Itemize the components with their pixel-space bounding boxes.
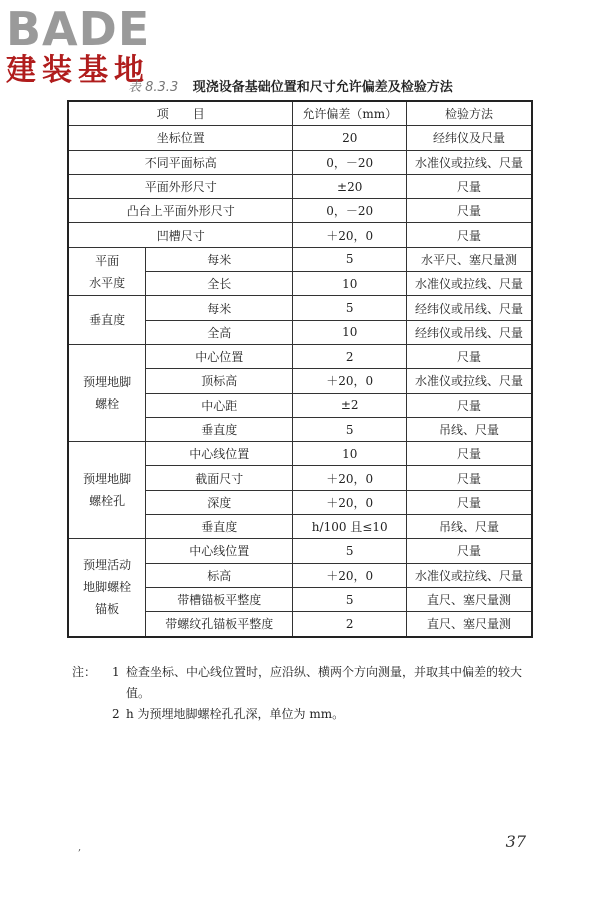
table-row [68, 539, 532, 563]
method-cell: 经纬仪及尺量 [407, 126, 532, 150]
table-row [68, 199, 532, 223]
item-cell: 顶标高 [146, 369, 293, 393]
table-caption [128, 76, 548, 95]
tolerance-cell: 5 [293, 247, 407, 271]
table-row [68, 126, 532, 150]
item-cell: 不同平面标高 [68, 150, 293, 174]
tolerance-cell: 2 [293, 612, 407, 637]
tolerance-cell: 20 [293, 126, 407, 150]
header-item: 项 目 [68, 101, 293, 126]
item-cell: 中心线位置 [146, 539, 293, 563]
tolerance-cell: ±20 [293, 174, 407, 198]
tolerance-cell: 5 [293, 587, 407, 611]
item-cell: 坐标位置 [68, 126, 293, 150]
table-row [68, 442, 532, 466]
item-cell: 中心位置 [146, 344, 293, 368]
method-cell: 吊线、尺量 [407, 417, 532, 441]
group-cell: 预埋活动 地脚螺栓 锚板 [68, 539, 146, 637]
item-cell: 中心线位置 [146, 442, 293, 466]
tolerance-cell: 10 [293, 442, 407, 466]
table-number: 表 8.3.3 [128, 80, 179, 95]
header-tolerance: 允许偏差（mm） [293, 101, 407, 126]
tolerance-cell: ＋20，0 [293, 369, 407, 393]
item-cell: 带槽锚板平整度 [146, 587, 293, 611]
tolerance-cell: 5 [293, 296, 407, 320]
method-cell: 尺量 [407, 466, 532, 490]
item-cell: 平面外形尺寸 [68, 174, 293, 198]
tolerance-cell: 0，－20 [293, 199, 407, 223]
item-cell: 带螺纹孔锚板平整度 [146, 612, 293, 637]
group-cell: 预埋地脚 螺栓孔 [68, 442, 146, 539]
item-cell: 垂直度 [146, 417, 293, 441]
method-cell: 经纬仪或吊线、尺量 [407, 296, 532, 320]
table-row [68, 296, 532, 320]
header-method: 检验方法 [407, 101, 532, 126]
tolerance-cell: ＋20，0 [293, 563, 407, 587]
note-text: 检查坐标、中心线位置时，应沿纵、横两个方向测量，并取其中偏差的较大值。 [126, 665, 523, 700]
method-cell: 尺量 [407, 344, 532, 368]
item-cell: 全高 [146, 320, 293, 344]
item-cell: 全长 [146, 272, 293, 296]
method-cell: 尺量 [407, 393, 532, 417]
method-cell: 尺量 [407, 174, 532, 198]
table-notes [72, 662, 542, 725]
page-mark: , [78, 842, 82, 853]
page-number: 37 [505, 832, 526, 851]
method-cell: 尺量 [407, 223, 532, 247]
item-cell: 标高 [146, 563, 293, 587]
logo-wordmark: BADE [6, 2, 151, 56]
note-number: 1 [112, 665, 120, 679]
method-cell: 尺量 [407, 442, 532, 466]
group-cell: 预埋地脚 螺栓 [68, 344, 146, 441]
tolerance-cell: 5 [293, 539, 407, 563]
method-cell: 直尺、塞尺量测 [407, 612, 532, 637]
method-cell: 吊线、尺量 [407, 515, 532, 539]
tolerance-cell: 5 [293, 417, 407, 441]
method-cell: 水平尺、塞尺量测 [407, 247, 532, 271]
method-cell: 水准仪或拉线、尺量 [407, 369, 532, 393]
table-row [68, 174, 532, 198]
logo-subtitle: 建装基地 [6, 53, 150, 88]
group-cell: 平面 水平度 [68, 247, 146, 296]
method-cell: 直尺、塞尺量测 [407, 587, 532, 611]
tolerance-table [67, 100, 533, 638]
table-row [68, 150, 532, 174]
item-cell: 截面尺寸 [146, 466, 293, 490]
item-cell: 垂直度 [146, 515, 293, 539]
table-header-row [68, 101, 532, 126]
tolerance-cell: 0，－20 [293, 150, 407, 174]
item-cell: 深度 [146, 490, 293, 514]
method-cell: 经纬仪或吊线、尺量 [407, 320, 532, 344]
item-cell: 每米 [146, 296, 293, 320]
method-cell: 尺量 [407, 490, 532, 514]
tolerance-cell: ＋20，0 [293, 223, 407, 247]
method-cell: 水准仪或拉线、尺量 [407, 563, 532, 587]
tolerance-cell: ＋20，0 [293, 466, 407, 490]
method-cell: 水准仪或拉线、尺量 [407, 272, 532, 296]
item-cell: 每米 [146, 247, 293, 271]
tolerance-cell: 10 [293, 272, 407, 296]
tolerance-cell: ±2 [293, 393, 407, 417]
tolerance-cell: 10 [293, 320, 407, 344]
table-body [68, 126, 532, 637]
tolerance-cell: h/100 且≤10 [293, 515, 407, 539]
table-title: 现浇设备基础位置和尺寸允许偏差及检验方法 [192, 80, 453, 95]
tolerance-cell: ＋20，0 [293, 490, 407, 514]
note-text: h 为预埋地脚螺栓孔孔深，单位为 mm。 [126, 707, 345, 721]
table-row [68, 344, 532, 368]
tolerance-cell: 2 [293, 344, 407, 368]
group-cell: 垂直度 [68, 296, 146, 345]
note-number: 2 [112, 707, 120, 721]
method-cell: 尺量 [407, 539, 532, 563]
item-cell: 中心距 [146, 393, 293, 417]
table-row [68, 223, 532, 247]
method-cell: 尺量 [407, 199, 532, 223]
table-row [68, 247, 532, 271]
note-2 [72, 704, 542, 725]
method-cell: 水准仪或拉线、尺量 [407, 150, 532, 174]
item-cell: 凸台上平面外形尺寸 [68, 199, 293, 223]
note-lead: 注： [72, 665, 97, 679]
item-cell: 凹槽尺寸 [68, 223, 293, 247]
note-1 [72, 662, 542, 704]
